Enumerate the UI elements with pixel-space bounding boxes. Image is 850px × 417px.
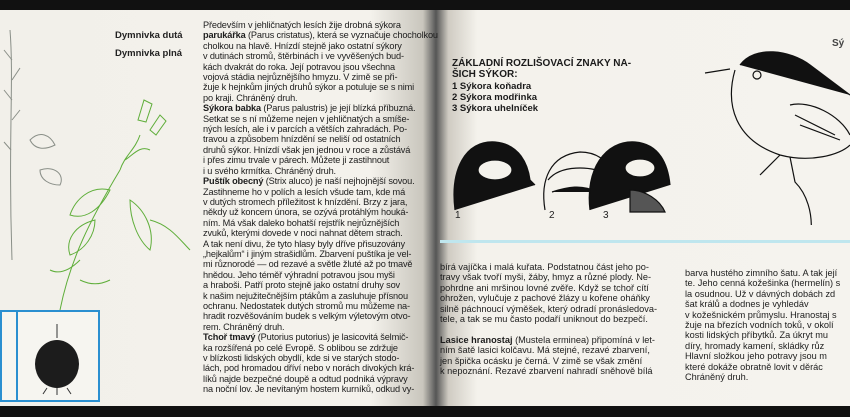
line-text: A tak není divu, že tyto hlasy byly dříve přisuzovány [203, 238, 405, 249]
line-text: travy však tvoří myši, žáby, hmyz a různé plody. Ne- [440, 272, 652, 283]
large-tit-illustration [700, 45, 850, 225]
caption-dymnivka-plna: Dymnivka plná [115, 48, 183, 59]
species-name: parukářka [203, 30, 246, 41]
text-line [203, 322, 438, 332]
line-text: líků najde bezpečné doupě a odtud podniká výpravy [203, 373, 408, 384]
text-line: žuje na březích vodních toků, v okolí [685, 320, 834, 331]
species-item: 3 Sýkora uhelníček [452, 103, 539, 114]
text-line [440, 293, 657, 303]
line-text: druhů sýkor. Hnízdí však jen jednou v roce a zůstává [203, 144, 411, 155]
line-text: silně páchnoucí výměšek, který odradí pronásledova- [440, 303, 658, 314]
species-item: 2 Sýkora modřinka [452, 92, 538, 103]
line-text: pohrdne ani mršinou lovné zvěře. Když se tchoř cítí [440, 282, 649, 293]
line-text: Setkat se s ní můžeme nejen v jehličnatých a smíše- [203, 113, 410, 124]
text-line [203, 82, 438, 92]
figure-number: 2 [549, 210, 555, 221]
text-line [203, 187, 438, 197]
species-name: Sýkora babka [203, 103, 261, 114]
text-line [203, 239, 438, 249]
line-text: hnědou. Jeho téměř výhradní potravou jsou myši [203, 269, 395, 280]
species-name: Lasice hranostaj [440, 334, 513, 345]
text-line [203, 374, 438, 384]
text-line [203, 93, 438, 103]
line-text: „hejkalům“ i jiným strašidlům. Zbarvení puštíka je vel- [203, 248, 412, 259]
line-text: ochranu. Nedostatek dutých stromů mu můžeme na- [203, 300, 410, 311]
divider-band [440, 240, 850, 243]
corner-heading: Sý [832, 38, 845, 49]
right-body-text-col1 [440, 262, 657, 376]
line-text: ohrožen, vylučuje z pachové žlázy u kořene oháňky [440, 293, 650, 304]
text-line [440, 272, 657, 282]
text-line [203, 332, 438, 342]
text-line: díry, hromady kamení, skládky růz [685, 340, 825, 351]
line-text: rem. Chráněný druh. [203, 321, 285, 332]
text-line [203, 51, 438, 61]
left-body-text [203, 20, 438, 395]
text-line: v kožešnickém průmyslu. Hranostaj s [685, 309, 837, 320]
line-text: k nepoznání. Rezavé zbarvení nahradí sněhově bílá [440, 366, 653, 377]
text-line: Chráněný druh. [685, 372, 749, 383]
text-line [203, 280, 438, 290]
line-text: hradit rozvěšováním budek s velkým výletovým otvo- [203, 311, 411, 322]
line-text: Především v jehličnatých lesích žije drobná sýkora [203, 20, 401, 30]
text-line [203, 363, 438, 373]
line-text: v dutinách stromů, štěrbinách i ve vyvěšených bud- [203, 51, 404, 62]
text-line [203, 114, 438, 124]
line-text: jen špička ocásku je černá. V zimě se však změní [440, 355, 643, 366]
heading-line: ZÁKLADNÍ ROZLIŠOVACÍ ZNAKY NA- [452, 58, 632, 69]
text-line [203, 353, 438, 363]
line-text: mi různorodé — od rezavé a světle žluté až po tmavě [203, 259, 413, 270]
line-text: cholkou na hlavě. Hnízdí stejně jako ostatní sýkory [203, 40, 402, 51]
text-line [203, 259, 438, 269]
text-line [203, 228, 438, 238]
bulb-illustration [27, 320, 87, 396]
text-line [203, 166, 438, 176]
text-line: šat králů a dodnes je vyhledáv [685, 299, 809, 310]
text-line [203, 301, 438, 311]
text-line: la osudnou. Už v dávných dobách zd [685, 288, 836, 299]
line-text: (Parus palustris) je její blízká příbuzná. [263, 103, 416, 114]
text-line [203, 124, 438, 134]
text-line: te. Jeho cenná kožešinka (hermelín) s [685, 278, 841, 289]
text-line [203, 270, 438, 280]
text-line: kosti lidských příbytků. Za úkryt mu [685, 330, 828, 341]
line-text: kách dvakrát do roka. Její potravou jsou všechna [203, 61, 395, 72]
text-line [203, 155, 438, 165]
line-text: k našim nejužitečnějším ptákům a zasluhuje přísnou [203, 290, 408, 301]
line-text: po kraji. Chráněný druh. [203, 92, 298, 103]
tit-heads-illustration [440, 130, 680, 220]
line-text: ka rozšířená po celé Evropě. S oblibou se zdržuje [203, 342, 398, 353]
text-line [203, 103, 438, 113]
text-line [203, 176, 438, 186]
line-text: vojová stádia nejrůznějšího hmyzu. V zimě se při- [203, 72, 398, 83]
text-line [203, 20, 438, 30]
figure-number: 3 [603, 210, 609, 221]
line-text: žuje k hejnkům jiných druhů sýkor a potuluje se s nimi [203, 82, 414, 93]
heading-line: ŠICH SÝKOR: [452, 69, 518, 80]
line-text: (Parus cristatus), která se vyznačuje chocholkou [247, 30, 438, 41]
text-line [440, 283, 657, 293]
line-text: ním šatě lasici kolčavu. Má stejné, rezavé zbarvení, [440, 345, 650, 356]
line-text: bírá vajíčka i malá kuřata. Podstatnou část jeho po- [440, 262, 649, 272]
line-text: i přes zimu trvale v párech. Můžete ji zastihnout [203, 155, 390, 166]
line-text: (Mustela erminea) připomíná v let- [515, 334, 655, 345]
species-name: Tchoř tmavý [203, 332, 256, 343]
line-text: a hraboši. Patří proto stejně jako ostatní druhy sov [203, 280, 400, 291]
right-body-text-col2 [685, 268, 840, 382]
text-line [440, 356, 657, 366]
line-text: tele, a tak se mu často podaří uniknout do bezpečí. [440, 314, 648, 325]
line-text: ných lesích, ale i v parcích a větších zahradách. Po- [203, 124, 407, 135]
text-line [203, 197, 438, 207]
line-text: v blízkosti lidských obydlí, kde si ve starých stodo- [203, 353, 400, 363]
line-text: i u svého krmítka. Chráněný druh. [203, 165, 336, 176]
text-line [440, 304, 657, 314]
line-text: na noční lov. Je nevítaným hostem kurníků, odkud vy- [203, 384, 415, 395]
text-line [203, 207, 438, 217]
text-line [440, 345, 657, 355]
text-line: Hlavní složkou jeho potravy jsou m [685, 351, 827, 362]
line-text: (Strix aluco) je naší nejhojnější sovou. [265, 176, 415, 187]
text-line [203, 30, 438, 40]
line-text: (Putorius putorius) je lasicovitá šelmič- [257, 332, 409, 343]
line-text: zvuků, kterými dovede v noci nahnat dětem strach. [203, 228, 403, 239]
text-line [203, 62, 438, 72]
line-text: v dutých stromech příležitost k hnízdění. Brzy z jara, [203, 196, 408, 207]
text-line [203, 41, 438, 51]
line-text: travou a způsobem hnízdění se neliší od ostatních [203, 134, 401, 145]
species-heading [452, 58, 631, 80]
species-name: Puštík obecný [203, 176, 264, 187]
text-line [203, 343, 438, 353]
species-item: 1 Sýkora koňadra [452, 81, 532, 92]
text-line [203, 249, 438, 259]
text-line: které dokáže obratně lovit v děrác [685, 361, 823, 372]
text-line [440, 262, 657, 272]
text-line [440, 366, 657, 376]
figure-number: 1 [455, 210, 461, 221]
line-text: Zastihneme ho v polích a lesích všude tam, kde má [203, 186, 406, 197]
text-line [203, 145, 438, 155]
text-line [203, 384, 438, 394]
text-line [203, 311, 438, 321]
line-text: někdy už koncem února, se ozývá protáhlým houká- [203, 207, 409, 218]
line-text: ním. Má však daleko bohatší rejstřík nejrůznějších [203, 217, 400, 228]
text-line [440, 324, 657, 334]
line-text: lách, pod hromadou dříví nebo v norách divokých krá- [203, 363, 415, 374]
text-line [203, 134, 438, 144]
text-line [203, 291, 438, 301]
caption-dymnivka-duta: Dymnivka dutá [115, 30, 183, 41]
bulb-inset-box [0, 310, 100, 402]
text-line [440, 314, 657, 324]
text-line [440, 335, 657, 345]
plant-illustration [0, 20, 200, 310]
text-line [203, 72, 438, 82]
text-line [203, 218, 438, 228]
text-line: barva hustého zimního šatu. A tak její [685, 268, 838, 278]
